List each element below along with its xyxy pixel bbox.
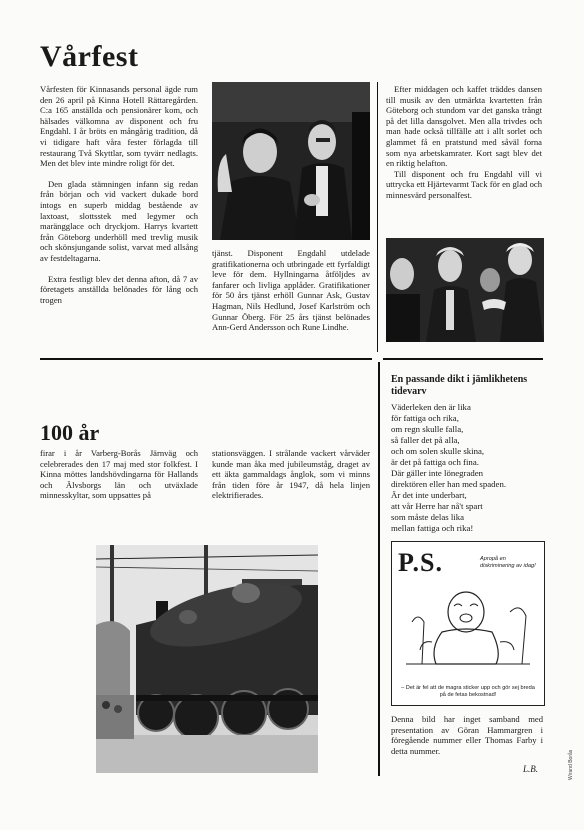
- varfest-column-3: [386, 84, 542, 201]
- paragraph: firar i år Varberg-Borås Järnväg och celebrerades den 17 maj med stor folkfest. I Kinna möttes landshövdingarna för Hallands och Älvsborgs län och utväxlade minnesskyltar, som uppsattes på: [40, 448, 198, 501]
- column-divider: [377, 82, 378, 352]
- paragraph: Efter middagen och kaffet träddes dansen till musik av den utmärkta kvartetten från Göteborg och stundom var det ganska trångt på det lilla dansgolvet. Men alla trivdes och man hade också tillfälle att i allt sorlet och glammet få en pratstund med såväl forna som nya arbetskamrater. Kort sagt blev det en riktig helafton.: [386, 84, 542, 169]
- ps-cartoon: [391, 541, 545, 706]
- print-credit: Wirand Borås: [568, 749, 574, 780]
- steam-locomotive-photo: [96, 545, 318, 773]
- speech-bubble: Apropå en diskriminering av idag!: [480, 556, 536, 569]
- varfest-column-1: [40, 84, 198, 305]
- paragraph: Den glada stämningen infann sig redan från början och vid vackert dukade bord intogs en superb middag bestående av laxtoast, slottsstek med legymer och marängglace och dryckjom. Harrys kvartett från Göteborg underhöll med trevlig musik och skönsjungande solist, varvat med allsång av festdeltagarna.: [40, 178, 198, 263]
- jubilee-column-2: [212, 448, 370, 501]
- cartoon-figure: [392, 582, 544, 682]
- paragraph: Till disponent och fru Engdahl vill vi uttrycka ett Hjärtevarmt Tack för en glad och minnesvärd personalfest.: [386, 168, 542, 200]
- footer-note: Denna bild har inget samband med presentation av Göran Hammargren i föregående nummer eller Thomas Farby i detta nummer.: [391, 714, 543, 756]
- paragraph: Vårfesten för Kinnasands personal ägde rum den 26 april på Kinna Hotell Rättaregården. C:a 165 anställda och pensionärer kom, och hälsades välkomna av disponent och fru Engdahl. I år bröts en mångårig tradition, då vi tidigare haft våra fester förlagda till restaurang Två Skyttlar, som tyvärr nedlagts. Men det blev inte mindre roligt för det.: [40, 84, 198, 169]
- ps-logo: P.S.: [398, 548, 443, 577]
- party-photo-2: [386, 238, 544, 342]
- section-divider: [40, 358, 372, 360]
- varfest-column-2: [212, 248, 370, 333]
- paragraph: stationsväggen. I strålande vackert vårväder kunde man åka med jubileumståg, draget av ett äkta gammaldags ånglok, som vi minns från tiden före år 1947, då hela linjen elektrifierades.: [212, 448, 370, 501]
- party-photo-1: [212, 82, 370, 240]
- cartoon-caption: – Det är fel att de magra sticker upp och gör sej breda på de fetas bekostnad!: [401, 685, 535, 698]
- paragraph: tjänst. Disponent Engdahl utdelade gratifikationerna och utbringade ett fyrfaldigt leve för dem. Hyllningarna åtföljdes av fanfarer och livliga applåder. Gratifikationer för 50 års tjänst erhöll Gunnar Ask, Gustav Hagman, Nils Hedlund, Josef Karlström och Gunnar Öberg. För 25 års tjänst belönades Ann-Gerd Andersson och Rune Lindhe.: [212, 248, 370, 333]
- section-divider: [383, 358, 543, 360]
- column-divider: [378, 362, 380, 776]
- poem-title: En passande dikt i jämlikhetens tidevarv: [391, 374, 528, 397]
- varfest-title: Vårfest: [40, 40, 139, 73]
- poem-text: Väderleken den är lika för fattiga och rika, om regn skulle falla, så faller det på alla, och om solen skulle skina, är det på fattiga och fina. Där gäller inte lönegraden direktören eller han med spaden. Är det inte underbart, att vår Herre har nå't spart som måste delas lika mellan fattiga och rika!: [391, 402, 507, 533]
- paragraph: Extra festligt blev det denna afton, då 7 av företagets anställda belönades för lång och trogen: [40, 273, 198, 305]
- jubilee-column-1: [40, 448, 198, 501]
- signature: L.B.: [523, 764, 539, 774]
- jubilee-title: 100 år: [40, 420, 100, 445]
